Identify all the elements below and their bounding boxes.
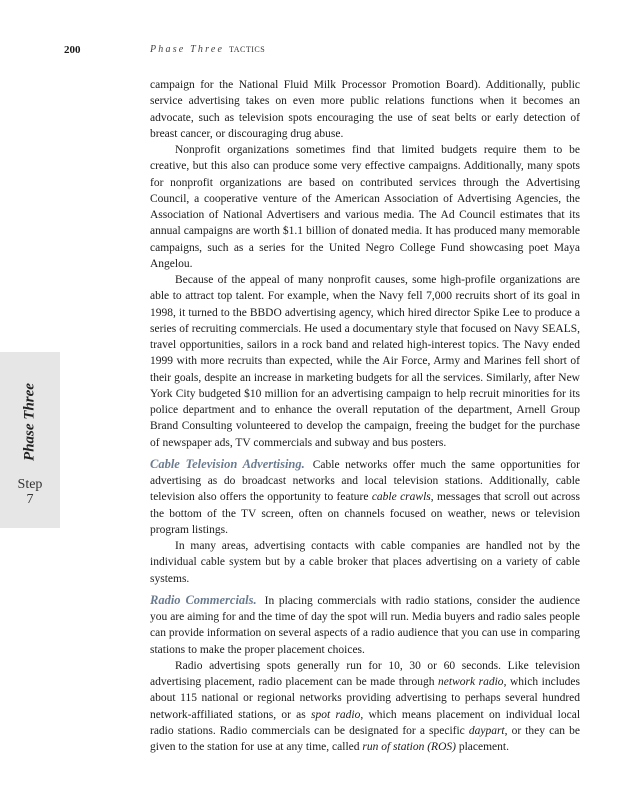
side-tab bbox=[0, 352, 60, 528]
paragraph: In many areas, advertising contacts with cable companies are handled not by the individual cable system but by a cable broker that places advertising on a variety of cable systems. bbox=[150, 540, 580, 585]
radio-section-paragraph bbox=[150, 592, 580, 658]
cable-text-a: Cable networks offer much the same opportunities for advertising as do broadcast networks and local television stations. Additionally, cable television also offers the opportunity to feature bbox=[150, 458, 581, 504]
cable-subheading: Cable Television Advertising. bbox=[150, 456, 305, 471]
radio-text-b: , which includes about 115 national or regional networks providing advertising to perhaps several hundred network-affiliated stations, or as bbox=[150, 676, 580, 721]
radio-subheading: Radio Commercials. bbox=[150, 592, 257, 607]
header-phase-title: Phase Three bbox=[150, 44, 225, 55]
header-section-title: TACTICS bbox=[229, 45, 266, 54]
paragraph: Nonprofit organizations sometimes find that limited budgets require them to be creative, but this also can produce some very effective campaigns. Additionally, many spots for nonprofit organizations are based on contributed services through the Advertising Council, a cooperative venture of the American Association of Advertising Agencies, the Association of National Advertisers and various media. The Ad Council estimates that its annual campaigns are worth $1.1 billion of donated media. It has produced many memorable campaigns, such as a series for the United Negro College Fund showcasing poet Maya Angelou. bbox=[150, 144, 580, 270]
term-daypart: daypart bbox=[468, 724, 505, 737]
running-head bbox=[0, 44, 643, 60]
term-cable-crawls: cable crawls bbox=[371, 491, 431, 504]
radio-text-a: Radio advertising spots generally run for 10, 30 or 60 seconds. Like television advertising placement, radio placement can be made through bbox=[150, 659, 580, 688]
side-tab-step-label: Step bbox=[17, 477, 43, 492]
radio-text-e: placement. bbox=[455, 741, 509, 753]
cable-text-b: , messages that scroll out across the bottom of the TV screen, often on channels focused on weather, news or television program listings. bbox=[150, 491, 580, 536]
paragraph: campaign for the National Fluid Milk Processor Promotion Board). Additionally, public service advertising takes on even more public relations functions when it becomes an advocate, such as television spots encouraging the use of seat belts or early detection of breast cancer, or discouraging drug abuse. bbox=[150, 79, 580, 140]
cable-section-paragraph bbox=[150, 456, 580, 538]
page-number: 200 bbox=[64, 44, 81, 56]
body-text bbox=[150, 77, 580, 755]
term-spot-radio: spot radio bbox=[311, 708, 361, 721]
radio-paragraph-2 bbox=[150, 658, 580, 756]
paragraph: Because of the appeal of many nonprofit causes, some high-profile organizations are able to attract top talent. For example, when the Navy fell 7,000 recruits short of its goal in 1998, it turned to the BBDO advertising agency, which hired director Spike Lee to produce a series of recruiting commercials. He used a documentary style that focused on Navy SEALS, travel opportunities, sailors in a rock band and related high-interest topics. The Navy ended 1999 with more recruits than expected, while the Air Force, Army and Marines fell short of their goals, despite an increase in marketing budgets for all the services. Similarly, after New York City budgeted $10 million for an advertising campaign to help recruit minorities for its police department and to enhance the overall reputation of the department, Arnell Group Brand Consulting volunteered to develop the campaign, freeing the budget for the purchase of newspaper ads, TV commercials and subway and bus posters. bbox=[150, 274, 580, 449]
radio-text-d: , or they can be given to the station for use at any time, called bbox=[150, 724, 580, 753]
side-tab-step bbox=[0, 477, 60, 507]
side-tab-step-number: 7 bbox=[26, 492, 34, 507]
side-tab-phase-label: Phase Three bbox=[21, 383, 38, 461]
term-network-radio: network radio bbox=[438, 676, 504, 688]
term-run-of-station: run of station (ROS) bbox=[362, 741, 456, 753]
radio-text-c: , which means placement on individual local radio stations. Radio commercials can be designated for a specific bbox=[150, 708, 581, 737]
radio-text: In placing commercials with radio stations, consider the audience you are aiming for and the time of day the spot will run. Media buyers and radio sales people can provide information on several aspects of a radio audience that you can use in comparing stations to make the proper placement choices. bbox=[150, 594, 580, 656]
